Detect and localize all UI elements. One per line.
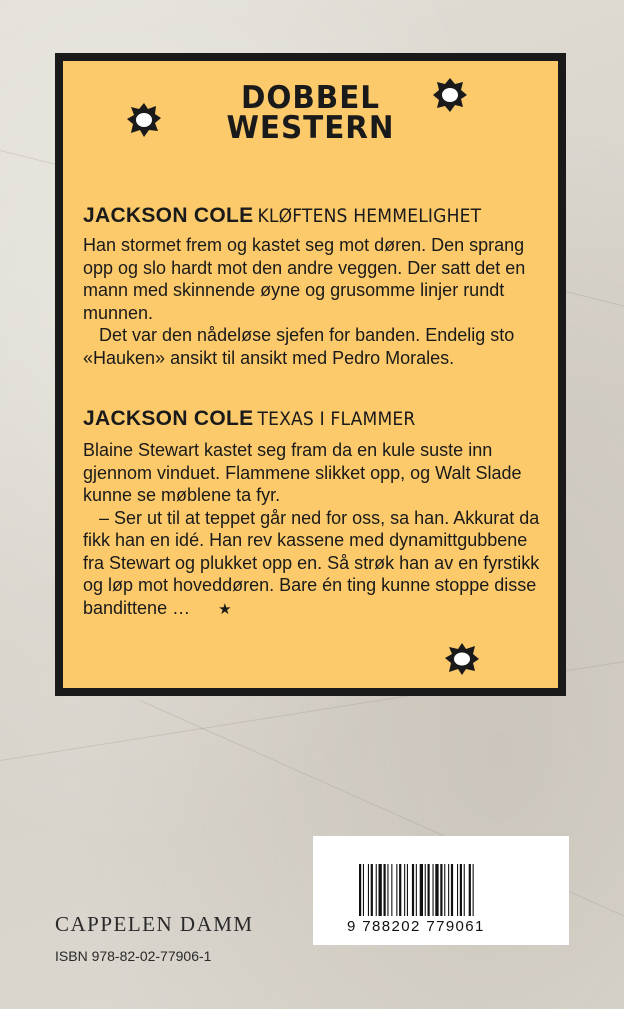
barcode-bar [371,864,373,916]
story-2-title: TEXAS I FLAMMER [257,408,416,430]
barcode-bar [435,864,438,916]
barcode-bar [368,864,369,916]
story-2-paragraph-text: – Ser ut til at teppet går ned for oss, sa han. Akkurat da fikk han en idé. Han rev kassene med dynamittgubbene fra Stewart og plukket opp en. Så strøk han av en fyrstikk og løp mot hoveddøren. Bare én ting kunne stoppe disse bandittene … [83,507,540,618]
story-1-title: KLØFTENS HEMMELIGHET [257,205,482,227]
barcode-bar [387,864,388,916]
barcode-bar [451,864,453,916]
panel-background [63,61,558,688]
back-cover-panel [55,53,566,696]
barcode-bar [399,864,401,916]
barcode-bar [425,864,426,916]
story-2-paragraph [83,507,553,622]
barcode-bar [420,864,423,916]
barcode-bar [416,864,417,916]
barcode-bar [396,864,397,916]
bullet-hole-icon [126,102,162,138]
barcode-bar [379,864,382,916]
barcode-digits: 9 788202 779061 [347,918,485,935]
isbn-number: ISBN 978-82-02-77906-1 [55,948,212,964]
star-icon: ★ [218,600,232,618]
barcode-bar [469,864,471,916]
barcode-bar [444,864,445,916]
logo-line-2: WESTERN [226,110,395,146]
barcode-box [313,836,569,945]
story-1-paragraph: Han stormet frem og kastet seg mot døren. Den sprang opp og slo hardt mot den andre veggen. Der satt det en mann med skinnende øyne og grusomme linjer rundt munnen. [83,235,526,323]
barcode [359,864,533,916]
story-2-heading [83,407,416,431]
barcode-bar [460,864,462,916]
story-1-heading [83,204,481,228]
barcode-bar [359,864,361,916]
logo-line-1: DOBBEL [241,80,380,116]
bullet-hole-icon [444,641,480,677]
barcode-bar [391,864,392,916]
barcode-bar [428,864,430,916]
story-1-text [83,234,553,369]
barcode-bar [464,864,465,916]
barcode-bar [407,864,408,916]
story-2-paragraph: Blaine Stewart kastet seg fram da en kule suste inn gjennom vinduet. Flammene slikket opp, og Walt Slade kunne se møblene ta fyr. [83,440,522,505]
barcode-bar [433,864,434,916]
barcode-bar [384,864,386,916]
bullet-hole-icon [432,77,468,113]
barcode-bar [404,864,405,916]
barcode-bar [440,864,442,916]
barcode-bar [473,864,474,916]
barcode-bar [376,864,377,916]
barcode-bar [363,864,364,916]
barcode-bar [448,864,449,916]
story-1-author: JACKSON COLE [83,204,254,227]
story-2-author: JACKSON COLE [83,407,254,430]
story-1-paragraph: Det var den nådeløse sjefen for banden. Endelig sto «Hauken» ansikt til ansikt med Pedro Morales. [83,325,515,368]
barcode-bar [457,864,458,916]
publisher-logo: CAPPELEN DAMM [55,912,254,936]
story-2-text [83,439,553,621]
barcode-bar [412,864,414,916]
